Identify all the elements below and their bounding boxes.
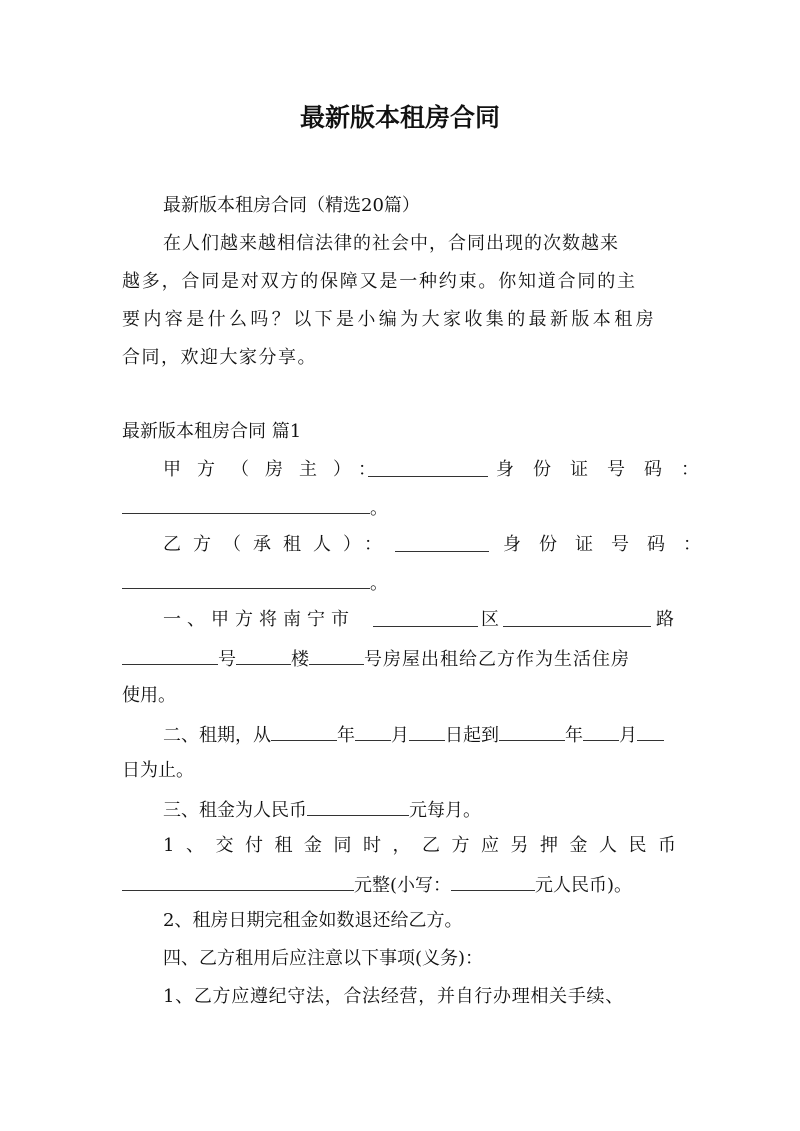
room-blank[interactable] [309,646,364,665]
party-b-id-blank[interactable] [122,570,370,589]
number-blank[interactable] [122,646,218,665]
item-1-text-c: 元人民币)。 [535,875,633,896]
party-a-label: 甲方（房主）： [163,459,392,480]
document-title: 最新版本租房合同 [299,103,500,132]
clause-1-text-f: 号房屋出租给乙方作为生活住房 [364,649,630,670]
clause-1-line-2 [122,646,630,672]
item-1-line-1: 1、交付租金同时，乙方应另押金人民币 [163,835,688,856]
clause-1-text-c: 路 [656,609,674,630]
road-blank[interactable] [503,608,651,627]
period: 。 [370,573,388,594]
clause-3-line [163,797,481,823]
party-a-line [163,458,718,482]
intro-line-1 [163,232,678,256]
end-year-blank[interactable] [499,722,565,741]
item-2-line: 2、租房日期完租金如数退还给乙方。 [163,910,463,931]
clause-2-text-b: 年 [337,725,355,746]
intro-line-1-text: 在人们越来越相信法律的社会中，合同出现的次数越来 [163,233,619,254]
party-a-id-label: 身份证号码： [496,459,718,480]
clause-1-text-a: 一、甲方将南宁市 [163,609,355,630]
clause-1-text-d: 号 [218,649,236,670]
end-day-blank[interactable] [637,722,664,741]
clause-2-line-2: 日为止。 [122,760,194,781]
clause-2-text-a: 二、租期，从 [163,725,271,746]
clause-1-text-e: 楼 [291,649,309,670]
item-1-line-2 [122,872,632,898]
clause-3-text-a: 三、租金为人民币 [163,800,307,821]
party-b-id-line [122,570,388,596]
party-a-name-blank[interactable] [368,458,488,477]
section-heading: 最新版本租房合同 篇1 [122,421,302,442]
clause-4-line: 四、乙方租用后应注意以下事项(义务)： [163,948,484,969]
intro-subtitle: 最新版本租房合同（精选20篇） [163,195,420,216]
clause-2-text-f: 月 [619,725,637,746]
rent-blank[interactable] [307,797,409,816]
intro-line-2: 越多，合同是对双方的保障又是一种约束。你知道合同的主 [122,271,637,292]
party-a-id-blank[interactable] [122,495,370,514]
clause-1-text-b: 区 [481,609,499,630]
clause-2-text-e: 年 [565,725,583,746]
party-a-id-line [122,495,388,521]
clause-2-line-1 [163,722,664,748]
clause-1-line-1 [163,608,678,632]
start-day-blank[interactable] [409,722,445,741]
clause-1-line-3: 使用。 [122,685,176,706]
start-month-blank[interactable] [355,722,391,741]
start-year-blank[interactable] [271,722,337,741]
party-b-name-blank[interactable] [395,533,489,552]
party-b-line [163,533,719,557]
clause-2-text-d: 日起到 [445,725,499,746]
deposit-blank[interactable] [122,872,354,891]
intro-line-3: 要内容是什么吗？以下是小编为大家收集的最新版本租房 [122,309,657,330]
building-blank[interactable] [236,646,291,665]
party-b-id-label: 身份证号码： [503,534,719,555]
period: 。 [370,498,388,519]
clause-3-text-b: 元每月。 [409,800,481,821]
district-blank[interactable] [373,608,478,627]
item-1-text-b: 元整(小写： [354,875,452,896]
party-b-label: 乙方（承租人）： [163,534,394,555]
end-month-blank[interactable] [583,722,619,741]
item-4-1-line: 1、乙方应遵纪守法，合法经营，并自行办理相关手续、 [163,986,624,1007]
deposit-lowercase-blank[interactable] [451,872,535,891]
intro-line-4: 合同，欢迎大家分享。 [122,347,317,368]
clause-2-text-c: 月 [391,725,409,746]
